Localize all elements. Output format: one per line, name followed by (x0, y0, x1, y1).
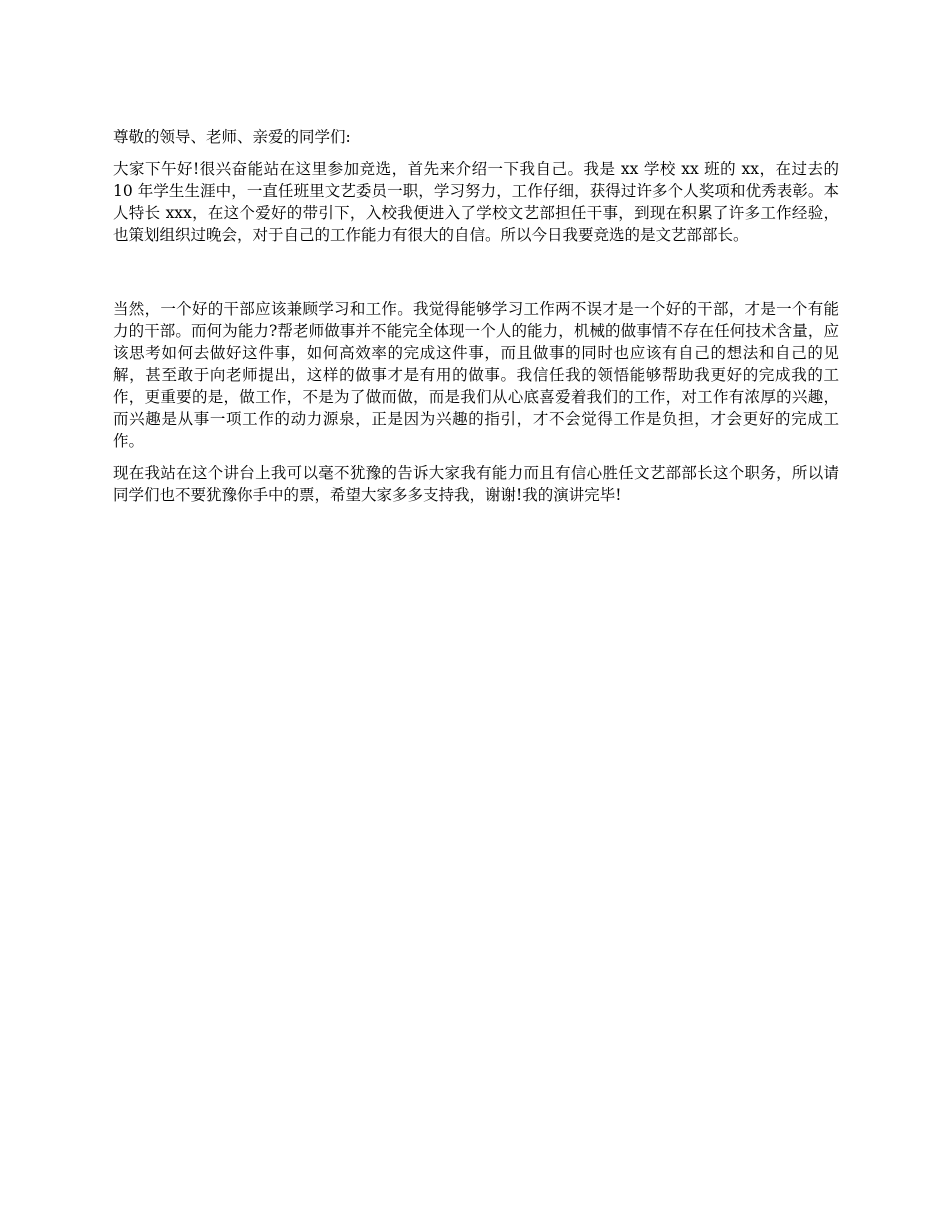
paragraph-ability: 当然，一个好的干部应该兼顾学习和工作。我觉得能够学习工作两不误才是一个好的干部，才是一个有能力的干部。而何为能力?帮老师做事并不能完全体现一个人的能力，机械的做事情不存在任何技术含量，应该思考如何去做好这件事，如何高效率的完成这件事，而且做事的同时也应该有自己的想法和自己的见解，甚至敢于向老师提出，这样的做事才是有用的做事。我信任我的领悟能够帮助我更好的完成我的工作，更重要的是，做工作，不是为了做而做，而是我们从心底喜爱着我们的工作，对工作有浓厚的兴趣，而兴趣是从事一项工作的动力源泉，正是因为兴趣的指引，才不会觉得工作是负担，才会更好的完成工作。 (113, 300, 839, 450)
paragraph-introduction: 大家下午好!很兴奋能站在这里参加竞选，首先来介绍一下我自己。我是 xx 学校 xx 班的 xx，在过去的 10 年学生生涯中，一直任班里文艺委员一职，学习努力，工作仔细，获得过许多个人奖项和优秀表彰。本人特长 xxx，在这个爱好的带引下，入校我便进入了学校文艺部担任干事，到现在积累了许多工作经验，也策划组织过晚会，对于自己的工作能力有很大的自信。所以今日我要竞选的是文艺部部长。 (113, 160, 839, 244)
salutation: 尊敬的领导、老师、亲爱的同学们: (113, 128, 351, 146)
document-page (113, 126, 839, 506)
blank-gap (113, 246, 839, 298)
paragraph-closing: 现在我站在这个讲台上我可以毫不犹豫的告诉大家我有能力而且有信心胜任文艺部部长这个职务，所以请同学们也不要犹豫你手中的票，希望大家多多支持我，谢谢!我的演讲完毕! (113, 464, 839, 504)
